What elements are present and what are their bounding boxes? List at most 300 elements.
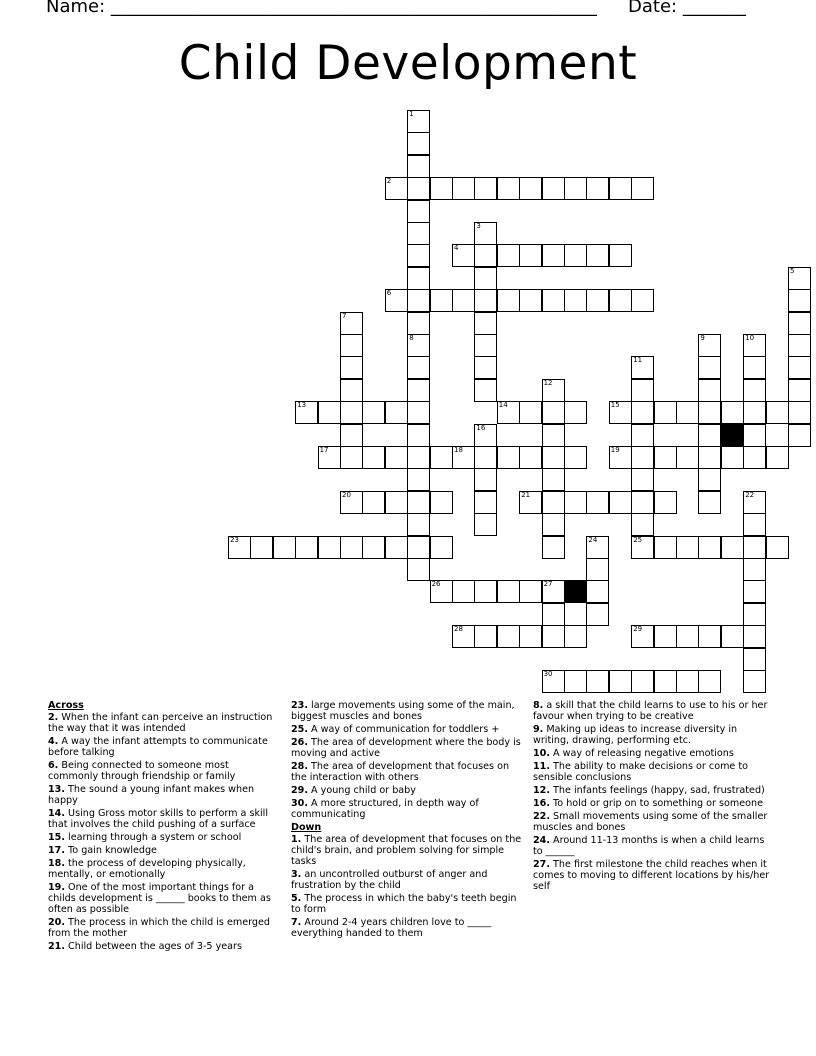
grid-cell[interactable] (676, 670, 699, 693)
grid-cell[interactable] (743, 491, 766, 514)
grid-cell[interactable] (698, 446, 721, 469)
grid-cell[interactable] (385, 177, 408, 200)
clue-item-text: To gain knowledge (65, 845, 157, 856)
clue-number: 13 (297, 401, 307, 410)
grid-cell[interactable] (228, 536, 251, 559)
clue-item-number: 21. (48, 941, 65, 952)
grid-cell[interactable] (609, 401, 632, 424)
grid-cell[interactable] (385, 446, 408, 469)
grid-cell[interactable] (385, 401, 408, 424)
grid-cell[interactable] (430, 177, 453, 200)
clue-item (533, 835, 773, 857)
clue-item-text: One of the most important things for a childs development is ______ books to them as often as possible (48, 882, 271, 915)
grid-cell[interactable] (698, 401, 721, 424)
clue-item-number: 17. (48, 845, 65, 856)
grid-cell[interactable] (586, 177, 609, 200)
clue-number: 16 (476, 423, 486, 432)
grid-cell[interactable] (407, 379, 430, 402)
grid-cell[interactable] (654, 401, 677, 424)
grid-cell[interactable] (676, 625, 699, 648)
grid-cell[interactable] (340, 401, 363, 424)
grid-cell[interactable] (430, 446, 453, 469)
grid-cell[interactable] (586, 491, 609, 514)
grid-cell[interactable] (788, 312, 811, 335)
grid-cell[interactable] (340, 491, 363, 514)
clue-number: 23 (230, 535, 239, 544)
grid-cell[interactable] (497, 625, 520, 648)
grid-cell[interactable] (743, 401, 766, 424)
grid-cell[interactable] (698, 356, 721, 379)
clue-item-text: The process in which the child is emerged from the mother (48, 917, 270, 939)
grid-cell[interactable] (340, 334, 363, 357)
date-blank[interactable]: _______ (682, 0, 746, 17)
grid-cell[interactable] (564, 625, 587, 648)
clue-item (533, 785, 773, 796)
grid-cell[interactable] (362, 446, 385, 469)
grid-cell[interactable] (474, 491, 497, 514)
clue-number: 24 (588, 535, 598, 544)
grid-cell[interactable] (698, 491, 721, 514)
grid-cell[interactable] (743, 625, 766, 648)
grid-cell[interactable] (474, 468, 497, 491)
grid-cell[interactable] (407, 446, 430, 469)
clue-item-number: 28. (291, 761, 308, 772)
grid-cell[interactable] (295, 536, 318, 559)
grid-cell[interactable] (452, 625, 475, 648)
clue-item-text: A young child or baby (308, 785, 416, 796)
grid-cell[interactable] (452, 177, 475, 200)
grid-cell[interactable] (542, 468, 565, 491)
grid-cell[interactable] (340, 446, 363, 469)
grid-cell[interactable] (407, 155, 430, 178)
clue-item-text: large movements using some of the main, biggest muscles and bones (291, 700, 515, 722)
clue-item-text: Around 11-13 months is when a child learns to ______ (533, 835, 765, 857)
clue-item (533, 724, 773, 746)
clue-item-text: Child between the ages of 3-5 years (65, 941, 242, 952)
grid-cell[interactable] (407, 513, 430, 536)
clue-item-number: 25. (291, 724, 308, 735)
grid-cell[interactable] (743, 603, 766, 626)
grid-cell[interactable] (497, 446, 520, 469)
grid-cell[interactable] (497, 580, 520, 603)
clue-item (291, 724, 523, 735)
clue-item (48, 845, 280, 856)
grid-cell[interactable] (743, 356, 766, 379)
grid-cell[interactable] (788, 289, 811, 312)
clue-item-number: 14. (48, 808, 65, 819)
clue-item-text: The infants feelings (happy, sad, frustrated) (550, 785, 765, 796)
grid-cell[interactable] (721, 536, 744, 559)
clue-item (533, 859, 773, 892)
grid-cell[interactable] (407, 312, 430, 335)
grid-cell[interactable] (474, 446, 497, 469)
clue-number: 28 (454, 625, 463, 634)
clue-item-number: 29. (291, 785, 308, 796)
clue-number: 11 (633, 356, 643, 365)
grid-cell[interactable] (407, 289, 430, 312)
page-title: Child Development (178, 36, 638, 91)
grid-cell[interactable] (474, 312, 497, 335)
grid-cell[interactable] (766, 536, 789, 559)
grid-cell[interactable] (631, 401, 654, 424)
clue-number: 22 (745, 490, 755, 499)
clue-item (291, 893, 523, 915)
grid-cell[interactable] (743, 648, 766, 671)
grid-cell[interactable] (564, 446, 587, 469)
clue-item (533, 798, 773, 809)
clue-item (291, 761, 523, 783)
grid-cell[interactable] (654, 670, 677, 693)
grid-cell[interactable] (698, 625, 721, 648)
grid-cell[interactable] (430, 536, 453, 559)
clue-item (291, 700, 523, 722)
clue-number: 15 (610, 401, 620, 410)
grid-cell[interactable] (564, 670, 587, 693)
grid-cell[interactable] (609, 491, 632, 514)
grid-cell[interactable] (542, 536, 565, 559)
grid-cell[interactable] (474, 244, 497, 267)
clue-item-text: To hold or grip on to something or someone (550, 798, 764, 809)
clue-column-2 (291, 700, 523, 941)
clue-item-number: 18. (48, 858, 65, 869)
grid-cell[interactable] (385, 289, 408, 312)
clue-item-text: Around 2-4 years children love to _____ everything handed to them (291, 917, 492, 939)
grid-cell[interactable] (586, 558, 609, 581)
clue-number: 20 (342, 490, 351, 499)
grid-cell[interactable] (273, 536, 296, 559)
grid-cell[interactable] (631, 289, 654, 312)
grid-cell[interactable] (743, 580, 766, 603)
grid-cell[interactable] (766, 446, 789, 469)
grid-cell[interactable] (631, 625, 654, 648)
grid-cell[interactable] (631, 468, 654, 491)
grid-cell[interactable] (609, 177, 632, 200)
grid-cell[interactable] (385, 491, 408, 514)
grid-cell[interactable] (340, 379, 363, 402)
clue-number: 14 (498, 401, 508, 410)
grid-cell[interactable] (407, 132, 430, 155)
grid-cell[interactable] (542, 289, 565, 312)
grid-cell[interactable] (542, 401, 565, 424)
grid-cell[interactable] (698, 424, 721, 447)
grid-cell[interactable] (519, 244, 542, 267)
grid-cell[interactable] (743, 558, 766, 581)
grid-cell[interactable] (676, 401, 699, 424)
grid-cell[interactable] (698, 379, 721, 402)
grid-cell[interactable] (743, 513, 766, 536)
clue-number: 1 (409, 110, 414, 118)
clue-item-number: 23. (291, 700, 308, 711)
grid-cell[interactable] (430, 289, 453, 312)
clue-item (533, 761, 773, 783)
grid-cell[interactable] (340, 312, 363, 335)
clue-number: 12 (543, 378, 553, 387)
grid-cell[interactable] (474, 580, 497, 603)
grid-cell[interactable] (609, 244, 632, 267)
grid-cell[interactable] (519, 177, 542, 200)
clue-item-number: 11. (533, 761, 550, 772)
clue-item (48, 808, 280, 830)
grid-cell[interactable] (564, 491, 587, 514)
grid-cell[interactable] (340, 356, 363, 379)
grid-cell[interactable] (407, 334, 430, 357)
grid-cell[interactable] (766, 401, 789, 424)
clue-number: 8 (409, 334, 414, 342)
across-clue-list-continued (291, 700, 523, 820)
grid-cell[interactable] (385, 536, 408, 559)
clue-item-text: The area of development that focuses on the child's brain, and problem solving for simple tasks (291, 834, 522, 867)
clue-item (48, 712, 280, 734)
clue-item (291, 869, 523, 891)
grid-cell[interactable] (542, 379, 565, 402)
grid-cell[interactable] (474, 334, 497, 357)
grid-cell[interactable] (586, 536, 609, 559)
grid-cell[interactable] (452, 244, 475, 267)
clue-item-text: A way of releasing negative emotions (550, 748, 734, 759)
grid-cell[interactable] (250, 536, 273, 559)
grid-cell[interactable] (542, 244, 565, 267)
grid-cell[interactable] (564, 401, 587, 424)
grid-cell[interactable] (474, 379, 497, 402)
clue-item (291, 737, 523, 759)
clue-number: 30 (543, 670, 553, 678)
grid-cell[interactable] (631, 536, 654, 559)
grid-cell[interactable] (631, 513, 654, 536)
grid-cell[interactable] (497, 244, 520, 267)
clue-item (48, 736, 280, 758)
grid-block (564, 580, 587, 603)
clue-item (48, 784, 280, 806)
grid-cell[interactable] (542, 491, 565, 514)
clue-item (291, 785, 523, 796)
clue-item (48, 941, 280, 952)
grid-cell[interactable] (586, 244, 609, 267)
grid-cell[interactable] (474, 222, 497, 245)
grid-cell[interactable] (609, 446, 632, 469)
clue-item-text: A more structured, in depth way of communicating (291, 798, 479, 820)
grid-cell[interactable] (340, 536, 363, 559)
grid-cell[interactable] (542, 625, 565, 648)
grid-cell[interactable] (430, 580, 453, 603)
grid-cell[interactable] (519, 580, 542, 603)
grid-cell[interactable] (698, 334, 721, 357)
grid-cell[interactable] (743, 424, 766, 447)
grid-cell[interactable] (430, 491, 453, 514)
grid-cell[interactable] (519, 625, 542, 648)
grid-cell[interactable] (631, 446, 654, 469)
grid-cell[interactable] (519, 401, 542, 424)
grid-cell[interactable] (609, 289, 632, 312)
grid-cell[interactable] (721, 625, 744, 648)
grid-cell[interactable] (407, 222, 430, 245)
grid-cell[interactable] (654, 491, 677, 514)
grid-cell[interactable] (340, 424, 363, 447)
grid-cell[interactable] (721, 401, 744, 424)
grid-cell[interactable] (474, 267, 497, 290)
clue-item (48, 858, 280, 880)
clue-number: 17 (319, 446, 329, 454)
grid-cell[interactable] (497, 289, 520, 312)
grid-cell[interactable] (586, 580, 609, 603)
grid-cell[interactable] (474, 424, 497, 447)
grid-cell[interactable] (586, 603, 609, 626)
grid-cell[interactable] (542, 603, 565, 626)
grid-cell[interactable] (318, 446, 341, 469)
grid-cell[interactable] (698, 670, 721, 693)
grid-cell[interactable] (497, 401, 520, 424)
clue-item-number: 2. (48, 712, 59, 723)
clue-item-number: 12. (533, 785, 550, 796)
date-label: Date: (628, 0, 678, 17)
grid-cell[interactable] (609, 670, 632, 693)
clue-item-number: 10. (533, 748, 550, 759)
grid-cell[interactable] (676, 446, 699, 469)
grid-cell[interactable] (452, 580, 475, 603)
grid-cell[interactable] (788, 267, 811, 290)
grid-cell[interactable] (407, 558, 430, 581)
clue-item-text: Small movements using some of the smaller muscles and bones (533, 811, 768, 833)
clue-item (48, 832, 280, 843)
clue-item-number: 19. (48, 882, 65, 893)
clue-item-number: 3. (291, 869, 302, 880)
grid-cell[interactable] (676, 536, 699, 559)
grid-cell[interactable] (407, 356, 430, 379)
down-clue-list (291, 834, 523, 939)
clue-number: 27 (543, 580, 553, 589)
grid-cell[interactable] (788, 401, 811, 424)
grid-cell[interactable] (519, 446, 542, 469)
clue-item (48, 760, 280, 782)
clue-item-number: 16. (533, 798, 550, 809)
grid-cell[interactable] (362, 536, 385, 559)
grid-cell[interactable] (295, 401, 318, 424)
clue-item-text: The area of development that focuses on the interaction with others (291, 761, 510, 783)
grid-cell[interactable] (407, 200, 430, 223)
grid-cell[interactable] (721, 446, 744, 469)
grid-cell[interactable] (788, 356, 811, 379)
grid-cell[interactable] (362, 401, 385, 424)
grid-cell[interactable] (654, 536, 677, 559)
grid-cell[interactable] (542, 670, 565, 693)
clue-column-1 (48, 700, 280, 954)
clue-item-number: 22. (533, 811, 550, 822)
grid-cell[interactable] (586, 289, 609, 312)
clue-item-number: 6. (48, 760, 59, 771)
grid-cell[interactable] (631, 424, 654, 447)
grid-cell[interactable] (788, 424, 811, 447)
grid-cell[interactable] (631, 356, 654, 379)
grid-cell[interactable] (474, 356, 497, 379)
grid-cell[interactable] (362, 491, 385, 514)
grid-cell[interactable] (407, 244, 430, 267)
grid-cell[interactable] (407, 267, 430, 290)
grid-cell[interactable] (407, 491, 430, 514)
grid-cell[interactable] (474, 513, 497, 536)
grid-cell[interactable] (631, 177, 654, 200)
clue-number: 18 (454, 446, 463, 454)
grid-cell[interactable] (542, 177, 565, 200)
grid-cell[interactable] (564, 244, 587, 267)
grid-cell[interactable] (698, 468, 721, 491)
grid-cell[interactable] (586, 670, 609, 693)
grid-cell[interactable] (788, 379, 811, 402)
clue-item-text: Making up ideas to increase diversity in writing, drawing, performing etc. (533, 724, 738, 746)
grid-cell[interactable] (497, 177, 520, 200)
clue-item-number: 30. (291, 798, 308, 809)
clue-number: 7 (342, 311, 347, 320)
grid-cell[interactable] (519, 491, 542, 514)
grid-cell[interactable] (631, 491, 654, 514)
grid-cell[interactable] (654, 625, 677, 648)
grid-cell[interactable] (407, 177, 430, 200)
grid-cell[interactable] (407, 468, 430, 491)
clue-item-text: learning through a system or school (65, 832, 242, 843)
grid-cell[interactable] (564, 289, 587, 312)
grid-cell[interactable] (743, 536, 766, 559)
grid-cell[interactable] (474, 625, 497, 648)
grid-cell[interactable] (474, 177, 497, 200)
clue-item-number: 24. (533, 835, 550, 846)
clue-column-3 (533, 700, 773, 894)
grid-cell[interactable] (542, 446, 565, 469)
grid-cell[interactable] (743, 446, 766, 469)
clue-number: 21 (521, 490, 531, 499)
clue-number: 6 (386, 289, 392, 298)
grid-cell[interactable] (542, 580, 565, 603)
clue-item-number: 5. (291, 893, 302, 904)
grid-cell[interactable] (564, 177, 587, 200)
clue-number: 25 (633, 535, 643, 544)
clue-item-number: 7. (291, 917, 302, 928)
grid-cell[interactable] (631, 379, 654, 402)
grid-cell[interactable] (654, 446, 677, 469)
grid-cell[interactable] (698, 536, 721, 559)
clue-item-number: 4. (48, 736, 59, 747)
grid-cell[interactable] (318, 536, 341, 559)
clue-item (48, 917, 280, 939)
name-blank[interactable]: ______________________________________________________ (110, 0, 597, 17)
clue-item-text: Being connected to someone most commonly through friendship or family (48, 760, 236, 782)
grid-cell[interactable] (743, 379, 766, 402)
grid-cell[interactable] (452, 289, 475, 312)
grid-cell[interactable] (407, 401, 430, 424)
grid-cell[interactable] (542, 424, 565, 447)
clue-number: 3 (476, 222, 481, 230)
grid-cell[interactable] (788, 334, 811, 357)
grid-cell[interactable] (474, 289, 497, 312)
clue-number: 9 (700, 334, 705, 342)
clue-number: 5 (790, 266, 795, 275)
clue-item-text: Using Gross motor skills to perform a skill that involves the child pushing of a surface (48, 808, 268, 830)
grid-cell[interactable] (407, 110, 430, 133)
clue-item-number: 8. (533, 700, 544, 711)
grid-cell[interactable] (743, 334, 766, 357)
grid-cell[interactable] (519, 289, 542, 312)
grid-cell[interactable] (542, 513, 565, 536)
grid-cell[interactable] (743, 670, 766, 693)
clue-item-text: The area of development where the body is moving and active (291, 737, 521, 759)
down-clue-list-continued (533, 700, 773, 892)
clue-item-text: an uncontrolled outburst of anger and frustration by the child (291, 869, 488, 891)
clue-item-number: 13. (48, 784, 65, 795)
grid-cell[interactable] (631, 670, 654, 693)
grid-cell[interactable] (318, 401, 341, 424)
grid-cell[interactable] (407, 536, 430, 559)
clue-number: 2 (386, 177, 392, 186)
clue-item-number: 26. (291, 737, 308, 748)
grid-cell[interactable] (407, 424, 430, 447)
grid-cell[interactable] (452, 446, 475, 469)
